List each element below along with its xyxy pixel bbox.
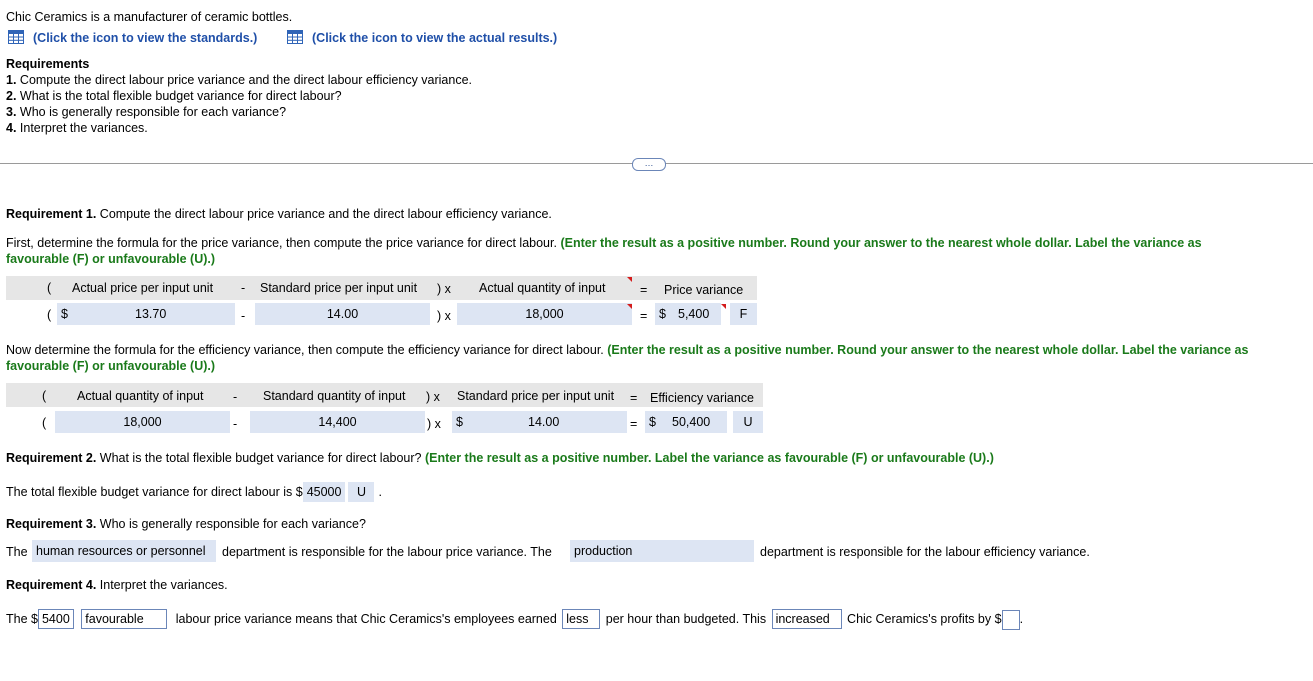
- efficiency-variance-department-select[interactable]: production: [570, 540, 754, 562]
- minus-sign: -: [241, 281, 246, 295]
- price-variance-label-select[interactable]: F: [730, 303, 757, 325]
- favourable-select[interactable]: favourable: [81, 609, 167, 629]
- price-header-standard-price[interactable]: Standard price per input unit: [260, 281, 418, 295]
- eff-header-actual-quantity[interactable]: Actual quantity of input: [77, 389, 204, 403]
- price-variance-input[interactable]: $ 5,400: [655, 303, 721, 325]
- minus-sign: -: [233, 417, 238, 431]
- price-header-actual-quantity[interactable]: Actual quantity of input: [479, 281, 606, 295]
- actual-quantity-input[interactable]: 18,000: [55, 411, 230, 433]
- actual-price-input[interactable]: $ 13.70: [57, 303, 235, 325]
- table-grid-icon[interactable]: [287, 30, 303, 44]
- paren-open: (: [47, 308, 52, 322]
- table-grid-icon[interactable]: [8, 30, 24, 44]
- efficiency-variance-label-select[interactable]: U: [733, 411, 763, 433]
- minus-sign: -: [241, 309, 246, 323]
- equals-sign: =: [630, 391, 638, 405]
- total-flexible-budget-variance-input[interactable]: 45000: [303, 482, 346, 502]
- error-flag-icon: [721, 304, 726, 309]
- paren-open: (: [47, 281, 52, 295]
- efficiency-variance-instructions-cont: favourable (F) or unfavourable (U).): [6, 359, 216, 373]
- price-header-actual-price[interactable]: Actual price per input unit: [72, 281, 214, 295]
- price-variance-instructions: First, determine the formula for the price variance, then compute the price variance for direct labour. (Enter the result as a positive number. Round your answer to the nearest whole dollar. Label the variance as: [6, 236, 1202, 250]
- requirement-2-answer: The total flexible budget variance for direct labour is $ 45000 U .: [6, 482, 382, 502]
- requirement-item: 4. Interpret the variances.: [6, 121, 148, 135]
- requirement-item: 3. Who is generally responsible for each variance?: [6, 105, 287, 119]
- requirement-3-s1: The: [6, 545, 28, 559]
- error-flag-icon: [627, 304, 632, 309]
- times-sign: ) x: [426, 390, 440, 404]
- requirement-3-s3: department is responsible for the labour efficiency variance.: [760, 545, 1090, 559]
- minus-sign: -: [233, 390, 238, 404]
- price-header-price-variance[interactable]: Price variance: [664, 283, 744, 297]
- times-sign: ) x: [427, 417, 441, 431]
- efficiency-variance-input[interactable]: $ 50,400: [645, 411, 727, 433]
- problem-statement: Chic Ceramics is a manufacturer of ceramic bottles.: [6, 10, 293, 24]
- requirement-item: 1. Compute the direct labour price variance and the direct labour efficiency variance.: [6, 73, 473, 87]
- equals-sign: =: [640, 283, 648, 297]
- eff-header-standard-price[interactable]: Standard price per input unit: [457, 389, 615, 403]
- eff-header-standard-quantity[interactable]: Standard quantity of input: [263, 389, 406, 403]
- efficiency-variance-instructions: Now determine the formula for the efficiency variance, then compute the efficiency variance for direct labour. (Enter the result as a positive number. Round your answer to the nearest whole dollar. Label the variance as: [6, 343, 1249, 357]
- price-variance-department-select[interactable]: human resources or personnel: [32, 540, 216, 562]
- requirement-2-prompt: Requirement 2. What is the total flexible budget variance for direct labour? (Enter the result as a positive number. Label the variance as favourable (F) or unfavourable (U).): [6, 451, 994, 465]
- equals-sign: =: [630, 417, 638, 431]
- eff-header-efficiency-variance[interactable]: Efficiency variance: [650, 391, 754, 405]
- standard-price-input[interactable]: $ 14.00: [452, 411, 627, 433]
- profit-effect-input[interactable]: [1002, 610, 1020, 630]
- requirement-item: 2. What is the total flexible budget variance for direct labour?: [6, 89, 342, 103]
- paren-open: (: [42, 389, 47, 403]
- total-variance-label-select[interactable]: U: [348, 482, 374, 502]
- requirements-heading: Requirements: [6, 57, 90, 71]
- error-flag-icon: [627, 277, 632, 282]
- view-actual-results-link[interactable]: (Click the icon to view the actual results.): [312, 31, 558, 45]
- actual-quantity-input[interactable]: 18,000: [457, 303, 632, 325]
- requirement-3-prompt: Requirement 3. Who is generally responsible for each variance?: [6, 517, 366, 531]
- view-standards-link[interactable]: (Click the icon to view the standards.): [33, 31, 258, 45]
- price-variance-instructions-cont: favourable (F) or unfavourable (U).): [6, 252, 216, 266]
- increased-decreased-select[interactable]: increased: [772, 609, 842, 629]
- expand-more-button[interactable]: …: [632, 158, 666, 171]
- less-more-select[interactable]: less: [562, 609, 600, 629]
- requirement-4-answer: The $ 5400 favourable labour price variance means that Chic Ceramics's employees earned less per hour than budgeted. This increased Chic Ceramics's profits by $ .: [6, 609, 1023, 630]
- equals-sign: =: [640, 309, 648, 323]
- paren-open: (: [42, 416, 47, 430]
- requirement-3-s2: department is responsible for the labour price variance. The: [222, 545, 552, 559]
- times-sign: ) x: [437, 309, 451, 323]
- standard-quantity-input[interactable]: 14,400: [250, 411, 425, 433]
- standard-price-input[interactable]: 14.00: [255, 303, 430, 325]
- requirement-1-prompt: Requirement 1. Compute the direct labour price variance and the direct labour efficiency variance.: [6, 207, 552, 221]
- times-sign: ) x: [437, 282, 451, 296]
- price-variance-amount-input[interactable]: 5400: [38, 609, 74, 629]
- requirement-4-prompt: Requirement 4. Interpret the variances.: [6, 578, 228, 592]
